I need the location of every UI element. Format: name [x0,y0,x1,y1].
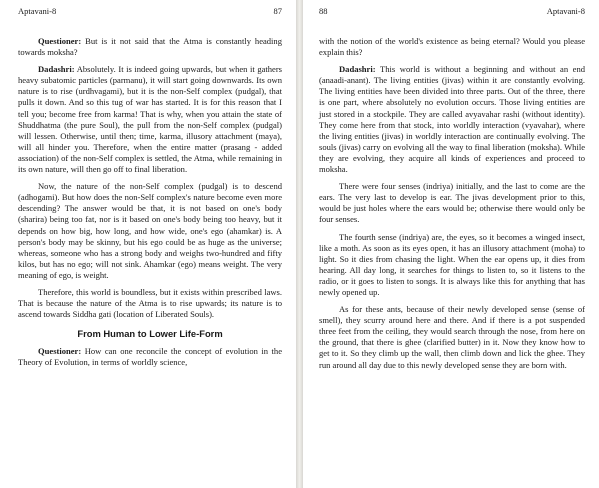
left-page-header [18,6,282,17]
left-page-number: 87 [273,6,282,16]
right-page-number: 88 [319,6,328,16]
right-p2-text: This world is without a beginning and without an end (anaadi-anant). The living entities (jivas) within it are constantly evolving. The living entities have been divided into three parts. Out of the three, there is one part, where absolutely no evolution occurs. Those living entities are just stored in a stockpile. They are called avyavahar rashi (without identity). They come here from that stock, into worldly interaction (vyavahar), where the living entities (jivas) in worldly interaction are continually evolving. The souls (jivas) carry on evolving all the way to final liberation (moksha). While they are evolving, they acquire all kinds of experiences and proceed to moksha. [319,64,586,175]
right-paragraph-5: As for these ants, because of their newly developed sense (sense of smell), they scurry around here and there. And if there is a pot suspended three feet from the ceiling, they would search through the nose, from here on the ground, that there is ghee (clarified butter) in it. Now they know how to get to it. So they climb up the wall, then climb down and lick the ghee. They run around all day due to this newly developed sense they are born with. [319,304,585,370]
right-header-title: Aptavani-8 [546,6,585,16]
book-gutter [296,0,303,488]
left-page [0,0,296,488]
right-paragraph-4: The fourth sense (indriya) are, the eyes, so it becomes a winged insect, like a moth. As soon as its eyes open, it has an illusory attachment (moha) to light. So it dies from chasing the light. When the ear opens up, it dies from hearing. All day long, it searches for things to listen to, so it listens to the radio, or it goes to listen to songs. It is always like this for anything that has newly opened up. [319,231,585,297]
left-paragraph-2 [18,64,282,175]
left-p2-speaker: Dadashri: [38,64,75,75]
left-paragraph-3: Now, the nature of the non-Self complex (pudgal) is to descend (adhogami). But how does the non-Self complex's nature become even more descending? The answer would be that, it is not based on one's body (sharira) being too fat, nor is it based on one's body being too heavy, but it depends on how big, how long, and how wide, one's ego (ahamkar) is. A person's body may be skinny, but his ego could be as huge as the universe; whereas, someone who has a strong body and weighs two-hundred and fifty kilos, but has no ego; will not sink. Ahamkar (ego) means weight. The very meaning of ego, is weight. [18,181,282,280]
right-page [303,0,599,488]
section-heading: From Human to Lower Life-Form [77,328,223,340]
right-p2-speaker: Dadashri: [339,64,376,75]
left-p2-text: Absolutely. It is indeed going upwards, but when it gathers heavy subatomic particles (parmanu), it will start going downwards. Its own nature is to rise (urdhvagami), but it is the non-Self complex (pudgal), that pulls it down. And so this tug of war has started. It is for this reason that I tell you; become free from karma! That is why, when you attain the state of Shuddhatma (the pure Soul), the pull from the non-Self complex (pudgal) will lessen. Otherwise, until then; time, karma, illusory attachment (maya), will all hinder you. Therefore, when the entire matter (prasang - added association) of the non-Self complex is settled, the Atma, while remaining in its own nature, will then go off to final liberation. [18,64,283,175]
left-p1-speaker: Questioner: [38,36,82,46]
left-paragraph-1 [18,36,282,58]
right-paragraph-3: There were four senses (indriya) initially, and the last to come are the ears. The very last to develop is ear. The jivas development prior to this, would be just holes where the ears would be; otherwise there would only be four senses. [319,181,585,225]
left-header-title: Aptavani-8 [18,6,57,16]
left-p5-text: How can one reconcile the concept of evolution in the Theory of Evolution, in terms of worldly science, [18,346,282,368]
left-p1-text: But is it not said that the Atma is constantly heading towards moksha? [18,36,282,58]
right-paragraph-1: with the notion of the world's existence as being eternal? Would you please explain this? [319,36,585,58]
left-paragraph-4: Therefore, this world is boundless, but it exists within prescribed laws. That is because the nature of the Atma is to rise upwards; its nature is to ascend towards Siddha gati (location of Liberated Souls). [18,286,282,320]
left-paragraph-5 [18,346,282,368]
left-p5-speaker: Questioner: [38,346,82,357]
right-page-header [319,6,585,17]
right-paragraph-2 [319,64,585,175]
